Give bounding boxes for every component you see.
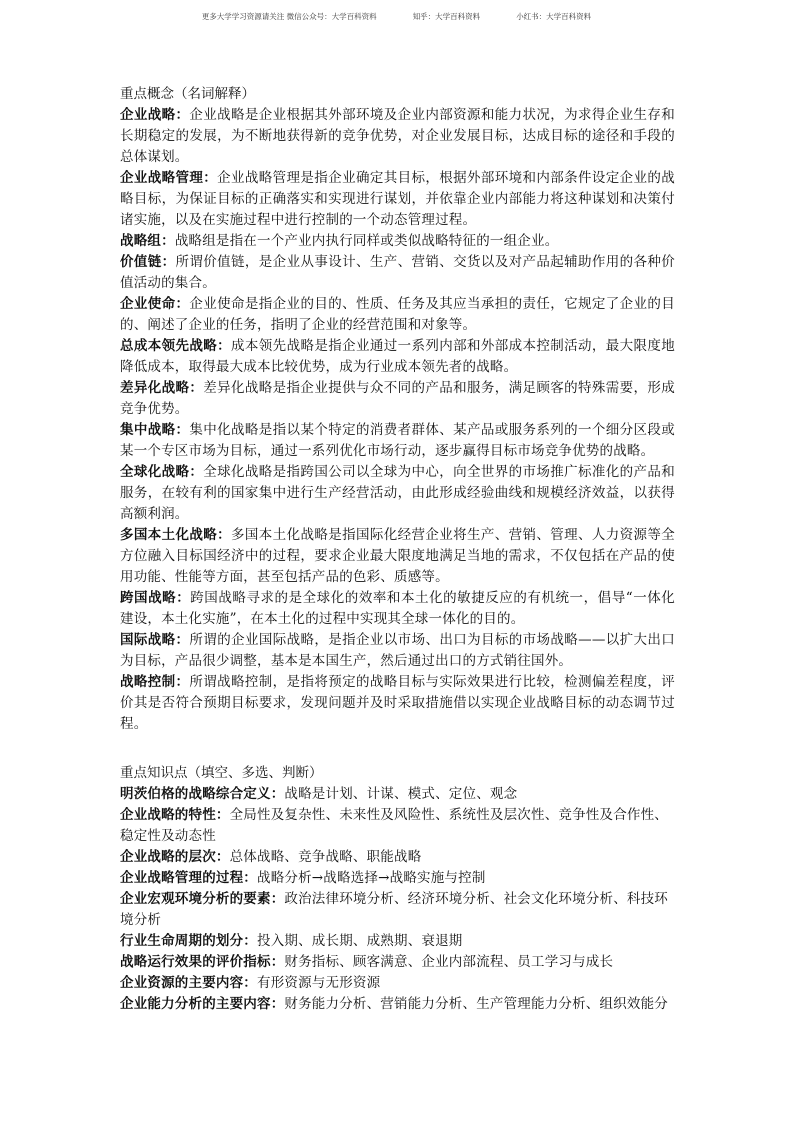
concept-entry: [120, 336, 675, 378]
concept-term: 战略控制：: [120, 674, 190, 690]
concept-definition: 企业使命是指企业的目的、性质、任务及其应当承担的责任，它规定了企业的目的、阐述了企业的任务，指明了企业的经营范围和对象等。: [120, 296, 676, 333]
concept-entry: [120, 525, 675, 588]
knowledge-content: 投入期、成长期、成熟期、衰退期: [257, 933, 463, 949]
concept-definition: 成本领先战略是指企业通过一系列内部和外部成本控制活动，最大限度地降低成本，取得最大成本比较优势，成为行业成本领先者的战略。: [120, 338, 675, 375]
document-body: [120, 84, 675, 1015]
knowledge-term: 企业战略的特性：: [120, 807, 230, 823]
concept-entry: [120, 672, 675, 735]
concept-term: 价值链：: [120, 254, 176, 270]
concept-definition: 企业战略管理是指企业确定其目标，根据外部环境和内部条件设定企业的战略目标，为保证目标的正确落实和实现进行谋划，并依靠企业内部能力将这种谋划和决策付诸实施，以及在实施过程中进行控制的一个动态管理过程。: [120, 170, 675, 228]
concept-definition: 全球化战略是指跨国公司以全球为中心，向全世界的市场推广标准化的产品和服务，在较有利的国家集中进行生产经营活动，由此形成经验曲线和规模经济效益，以获得高额利润。: [120, 464, 675, 522]
knowledge-entry: [120, 868, 675, 889]
knowledge-term: 明茨伯格的战略综合定义：: [120, 786, 285, 802]
concept-definition: 企业战略是企业根据其外部环境及企业内部资源和能力状况，为求得企业生存和长期稳定的发展，为不断地获得新的竞争优势，对企业发展目标，达成目标的途径和手段的总体谋划。: [120, 107, 676, 165]
concept-term: 企业战略：: [120, 107, 190, 123]
concept-entry: [120, 294, 675, 336]
concept-definition: 战略组是指在一个产业内执行同样或类似战略特征的一组企业。: [174, 233, 559, 249]
concept-entry: [120, 378, 675, 420]
concept-term: 集中战略：: [120, 422, 190, 438]
knowledge-content: 全局性及复杂性、未来性及风险性、系统性及层次性、竞争性及合作性、稳定性及动态性: [120, 807, 669, 844]
concept-term: 多国本土化战略：: [120, 527, 232, 543]
knowledge-content: 财务指标、顾客满意、企业内部流程、员工学习与成长: [284, 954, 614, 970]
concept-definition: 集中化战略是指以某个特定的消费者群体、某产品或服务系列的一个细分区段或某一个专区市场为目标，通过一系列优化市场行动，逐步赢得目标市场竞争优势的战略。: [120, 422, 676, 459]
knowledge-section-title: 重点知识点（填空、多选、判断）: [120, 765, 323, 781]
page-header: [0, 11, 793, 22]
concept-term: 战略组：: [120, 233, 175, 249]
concept-definition: 所谓价值链，是企业从事设计、生产、营销、交货以及对产品起辅助作用的各种价值活动的集合。: [120, 254, 675, 291]
concept-definition: 所谓的企业国际战略，是指企业以市场、出口为目标的市场战略——以扩大出口为目标，产品很少调整，基本是本国生产，然后通过出口的方式销往国外。: [120, 632, 675, 669]
concept-term: 国际战略：: [120, 632, 190, 648]
concept-term: 跨国战略：: [120, 590, 191, 606]
concept-term: 差异化战略：: [120, 380, 204, 396]
knowledge-content: 战略是计划、计谋、模式、定位、观念: [284, 786, 518, 802]
knowledge-entry: [120, 805, 675, 847]
knowledge-entry: [120, 994, 675, 1015]
concept-term: 全球化战略：: [120, 464, 204, 480]
knowledge-term: 行业生命周期的划分：: [120, 933, 257, 949]
knowledge-term: 企业资源的主要内容：: [120, 975, 257, 991]
concepts-section-title: 重点概念（名词解释）: [120, 86, 255, 102]
concept-entry: [120, 252, 675, 294]
knowledge-term: 企业战略管理的过程：: [120, 870, 257, 886]
concept-entry: [120, 105, 675, 168]
concept-definition: 多国本土化战略是指国际化经营企业将生产、营销、管理、人力资源等全方位融入目标国经济中的过程，要求企业最大限度地满足当地的需求，不仅包括在产品的使用功能、性能等方面，甚至包括产品的色彩、质感等。: [120, 527, 675, 585]
concept-entry: [120, 630, 675, 672]
concept-entry: [120, 462, 675, 525]
concept-entry: [120, 420, 675, 462]
concept-term: 企业使命：: [120, 296, 190, 312]
knowledge-entry: [120, 931, 675, 952]
knowledge-entry: [120, 973, 675, 994]
concept-entry: [120, 231, 675, 252]
knowledge-entry: [120, 889, 675, 931]
knowledge-content: 政治法律环境分析、经济环境分析、社会文化环境分析、科技环境分析: [120, 891, 669, 928]
knowledge-content: 总体战略、竞争战略、职能战略: [229, 849, 422, 865]
knowledge-term: 战略运行效果的评价指标：: [120, 954, 285, 970]
header-xiaohongshu-note: 小红书：大学百科资料: [516, 12, 592, 21]
knowledge-term: 企业宏观环境分析的要素：: [120, 891, 285, 907]
concept-definition: 所谓战略控制，是指将预定的战略目标与实际效果进行比较，检测偏差程度，评价其是否符合预期目标要求，发现问题并及时采取措施借以实现企业战略目标的动态调节过程。: [120, 674, 676, 732]
header-wechat-note: 更多大学学习资源请关注 微信公众号：大学百科资料: [201, 12, 377, 21]
knowledge-entry: [120, 847, 675, 868]
knowledge-entry: [120, 952, 675, 973]
concept-definition: 跨国战略寻求的是全球化的效率和本土化的敏捷反应的有机统一，倡导“一体化建设，本土化实施”，在本土化的过程中实现其全球一体化的目的。: [120, 590, 676, 627]
section-spacer: [120, 735, 675, 763]
header-zhihu-note: 知乎：大学百科资料: [412, 12, 481, 21]
concept-term: 企业战略管理：: [120, 170, 218, 186]
concept-entry: [120, 588, 675, 630]
knowledge-content: 战略分析→战略选择→战略实施与控制: [257, 870, 486, 886]
concept-definition: 差异化战略是指企业提供与众不同的产品和服务，满足顾客的特殊需要，形成竞争优势。: [120, 380, 675, 417]
knowledge-term: 企业战略的层次：: [120, 849, 230, 865]
concept-entry: [120, 168, 675, 231]
knowledge-term: 企业能力分析的主要内容：: [120, 996, 285, 1012]
knowledge-content: 有形资源与无形资源: [257, 975, 381, 991]
knowledge-entry: [120, 784, 675, 805]
concept-term: 总成本领先战略：: [120, 338, 232, 354]
knowledge-content: 财务能力分析、营销能力分析、生产管理能力分析、组织效能分: [284, 996, 669, 1012]
